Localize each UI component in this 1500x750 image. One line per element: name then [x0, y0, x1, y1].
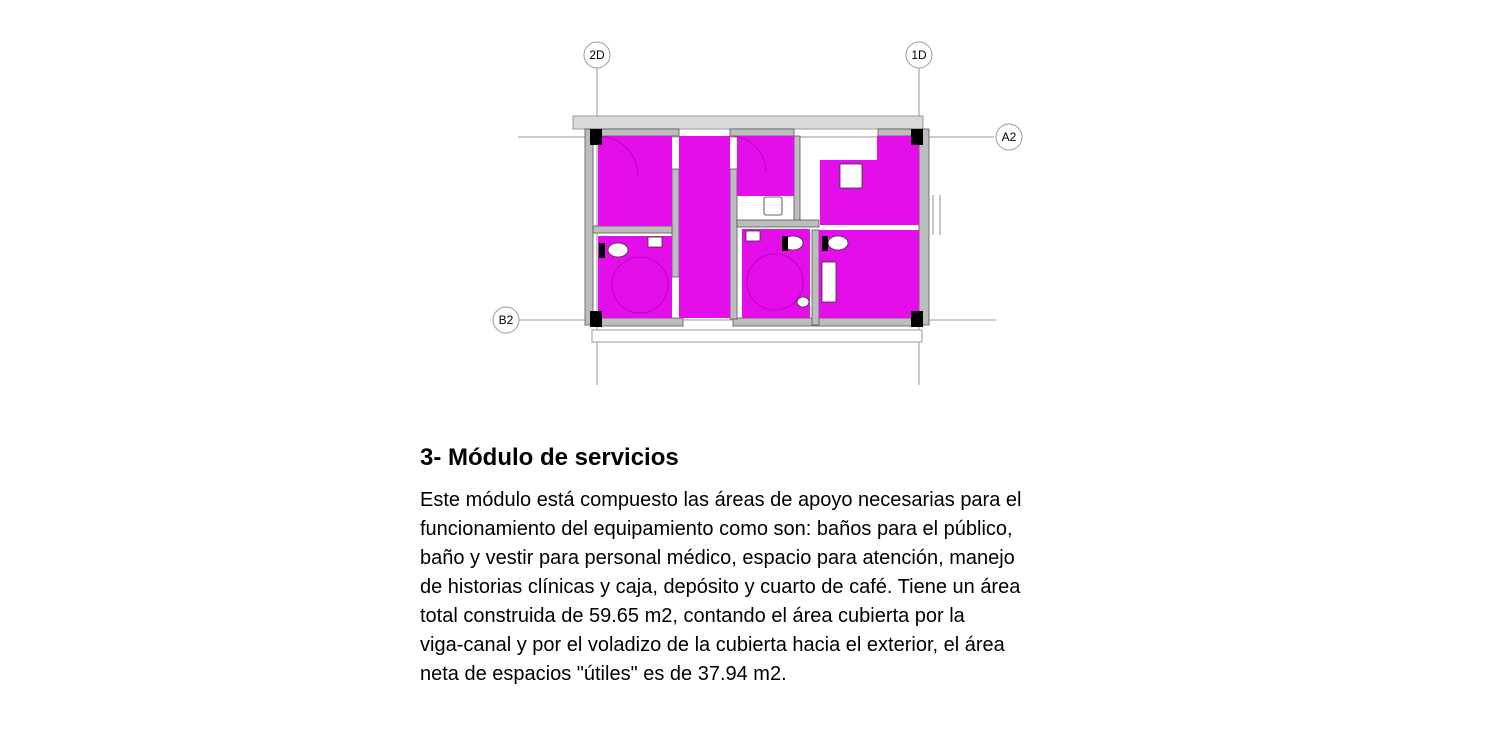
- table: [840, 164, 862, 188]
- section-body: [420, 486, 1110, 689]
- grid-label-A2: A2: [1001, 130, 1017, 144]
- body-line: de historias clínicas y caja, depósito y cuarto de café. Tiene un área: [420, 576, 1021, 598]
- column: [590, 311, 602, 327]
- toilet-icon: [828, 236, 848, 250]
- floor-plan: [470, 30, 1030, 400]
- body-line: funcionamiento del equipamiento como son: baños para el público,: [420, 518, 1013, 540]
- body-line: total construida de 59.65 m2, contando el área cubierta por la: [420, 605, 965, 627]
- sink-icon: [797, 297, 809, 307]
- grid-label-1D: 1D: [911, 48, 927, 62]
- body-line: neta de espacios "útiles" es de 37.94 m2.: [420, 663, 787, 685]
- toilet-icon: [608, 243, 628, 257]
- section-title: 3- Módulo de servicios: [420, 444, 679, 471]
- bottom-eave: [592, 330, 922, 342]
- bench: [822, 262, 836, 302]
- body-line: viga-canal y por el voladizo de la cubierta hacia el exterior, el área: [420, 634, 1005, 656]
- roof-overhang: [573, 116, 923, 129]
- grid-bubble-A2: [996, 124, 1022, 150]
- side-railing: [933, 195, 940, 235]
- sink-icon: [764, 197, 782, 215]
- body-line: baño y vestir para personal médico, espacio para atención, manejo: [420, 547, 1015, 569]
- grid-label-2D: 2D: [589, 48, 605, 62]
- grid-bubble-1D: [906, 42, 932, 68]
- grid-bubble-B2: [493, 307, 519, 333]
- sink-icon: [648, 237, 662, 247]
- grid-label-B2: B2: [498, 313, 514, 327]
- body-line: Este módulo está compuesto las áreas de apoyo necesarias para el: [420, 489, 1022, 511]
- column: [590, 129, 602, 145]
- column: [911, 129, 923, 145]
- column: [911, 311, 923, 327]
- sink-icon: [746, 231, 760, 241]
- grid-bubble-2D: [584, 42, 610, 68]
